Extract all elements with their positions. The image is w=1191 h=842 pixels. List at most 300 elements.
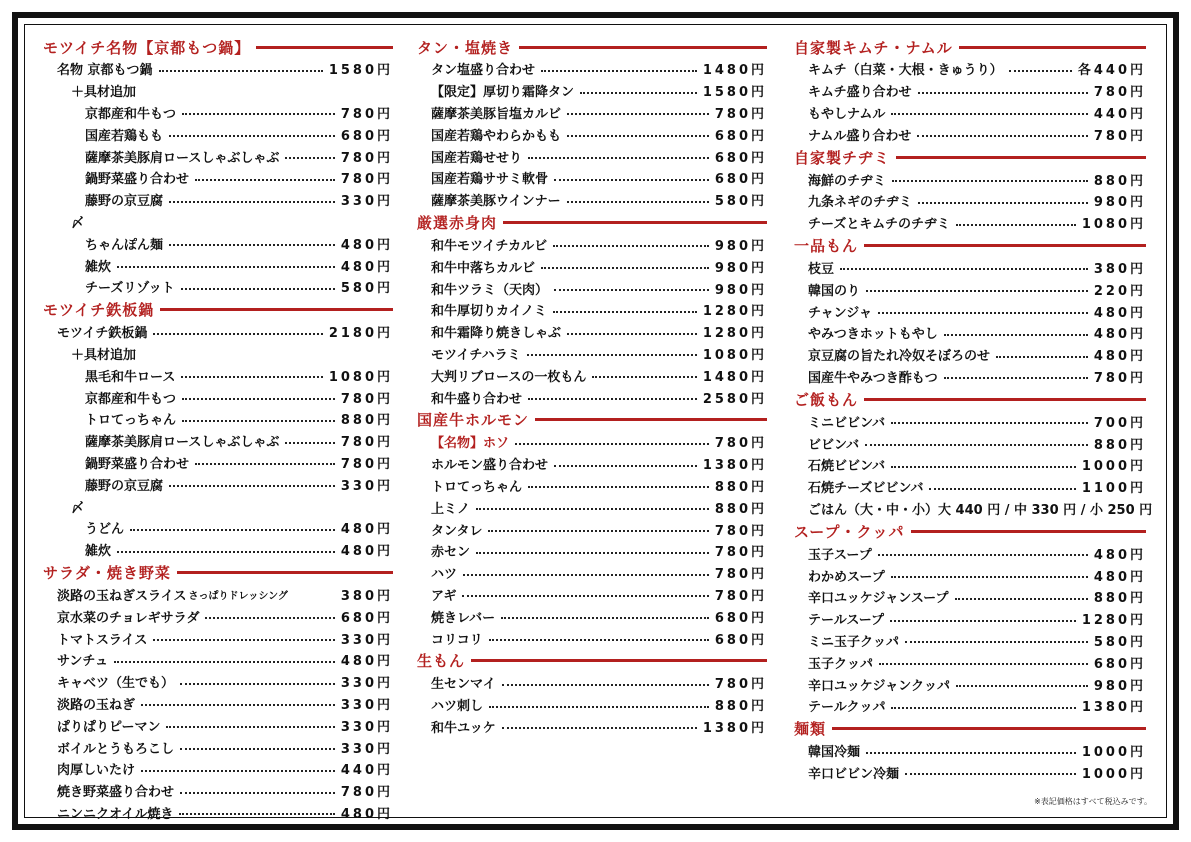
leader-dots [502,684,709,686]
menu-item [417,496,767,518]
menu-item [43,539,393,561]
menu-item-name: チャンジャ [808,305,873,321]
menu-item-price: 780円 [714,436,767,452]
menu-item-price: 780円 [340,106,393,122]
menu-item-price: 680円 [714,128,767,144]
section-header [794,718,1146,740]
menu-item-price: 480円 [1093,305,1146,321]
menu-item-name: ナムル盛り合わせ [808,128,912,144]
section-rule [160,308,393,311]
leader-dots [489,706,709,708]
menu-item [417,123,767,145]
menu-item-price: 780円 [714,523,767,539]
sub-label: ＋具材追加 [71,347,137,363]
menu-item [43,693,393,715]
menu-item-name: 九条ネギのチヂミ [808,195,913,211]
menu-item-name: 赤セン [431,545,471,561]
leader-dots [169,244,335,246]
leader-dots [130,529,335,531]
section-header [794,388,1146,410]
leader-dots [567,201,709,203]
sub-label-row [43,495,393,517]
menu-item [43,58,393,80]
menu-item-price: 480円 [340,259,393,275]
leader-dots [205,617,334,619]
menu-item-price: 780円 [1093,85,1146,101]
menu-item-name: ニンニクオイル焼き [57,806,174,822]
leader-dots [905,641,1088,643]
leader-dots [592,376,696,378]
menu-item-name: 藤野の京豆腐 [85,478,164,494]
menu-item-price: 680円 [340,610,393,626]
menu-item-name: キムチ盛り合わせ [808,85,912,101]
menu-item-name: やみつきホットもやし [808,327,938,343]
menu-item-name: トロてっちゃん [85,413,177,429]
sub-label-row [43,343,393,365]
leader-dots [892,180,1088,182]
leader-dots [180,792,335,794]
menu-item-name: 国産若鶏もも [85,128,164,144]
menu-item [417,540,767,562]
section-header [43,299,393,321]
section-title: 国産牛ホルモン [417,411,530,430]
menu-item [417,277,767,299]
menu-item-price: 680円 [714,632,767,648]
menu-item-price: 330円 [340,697,393,713]
leader-dots [541,70,697,72]
menu-item-name: 国産若鶏やわらかもも [431,128,562,144]
menu-item-price: 780円 [340,435,393,451]
section-rule [177,571,393,574]
menu-item [43,758,393,780]
leader-dots [891,466,1076,468]
menu-item-price: 980円 [714,238,767,254]
menu-item-price: 440円 [340,763,393,779]
section-rule [471,659,767,662]
leader-dots [515,443,709,445]
menu-item-price: 1000円 [1081,745,1146,761]
section-header [417,212,767,234]
menu-item-price: 1280円 [1081,613,1146,629]
menu-item [794,102,1146,124]
menu-item-price: 780円 [714,545,767,561]
menu-item [43,102,393,124]
leader-dots [182,420,335,422]
menu-item-price: 980円 [1093,195,1146,211]
menu-item-price: 780円 [340,172,393,188]
menu-item-name: 石焼ビビンバ [808,459,886,475]
section-title: 自家製チヂミ [794,148,891,167]
menu-item-price: 880円 [714,501,767,517]
section-header [417,650,767,672]
menu-item-name: 国産若鶏ササミ軟骨 [431,172,549,188]
leader-dots [476,508,709,510]
menu-item-price: 各440円 [1077,63,1146,79]
menu-item-price: 780円 [714,106,767,122]
leader-dots [169,485,335,487]
menu-item-price: 880円 [1093,591,1146,607]
section-header [417,36,767,58]
menu-item [43,254,393,276]
leader-dots [489,639,709,641]
menu-item-name: 淡路の玉ねぎスライス [57,588,187,604]
leader-dots [285,442,335,444]
leader-dots [567,333,697,335]
menu-item-name: テールスープ [808,613,885,629]
menu-item-name: キムチ（白菜・大根・きゅうり） [808,63,1003,79]
leader-dots [567,135,709,137]
menu-item [417,562,767,584]
menu-item-price: 980円 [714,260,767,276]
menu-item [43,408,393,430]
menu-item-price: 480円 [1093,569,1146,585]
menu-item-name: 辛口ユッケジャンスープ [808,591,949,607]
menu-item-name: わかめスープ [808,569,885,585]
leader-dots [153,639,335,641]
leader-dots [918,92,1088,94]
leader-dots [141,770,335,772]
leader-dots [891,707,1075,709]
menu-item [794,630,1146,652]
menu-item [43,189,393,211]
menu-item-price: 780円 [340,150,393,166]
menu-item-price: 700円 [1093,415,1146,431]
leader-dots [166,726,334,728]
leader-dots [169,201,335,203]
menu-item [417,167,767,189]
section-header [417,409,767,431]
menu-item-name: 【限定】厚切り霜降タン [431,85,575,101]
menu-item [43,145,393,167]
leader-dots [179,813,335,815]
menu-item-price: 1380円 [1081,700,1146,716]
menu-column-2 [417,35,767,737]
leader-dots [866,752,1076,754]
menu-item-price: 1100円 [1081,481,1146,497]
menu-item [417,605,767,627]
menu-item-name: 石焼チーズビビンバ [808,481,924,497]
menu-item-name: 薩摩茶美豚ウインナー [431,194,561,210]
menu-item-price: 680円 [340,128,393,144]
menu-item-price: 2180円 [328,326,393,342]
leader-dots [182,113,335,115]
leader-dots [181,288,335,290]
menu-item [417,80,767,102]
menu-item-name: 上ミノ [431,501,471,517]
menu-column-1 [43,35,393,823]
menu-item-name: チーズリゾット [85,281,175,297]
menu-item-name: 和牛中落ちカルビ [431,260,536,276]
menu-item-name: 薩摩茶美豚肩ロースしゃぶしゃぶ [85,150,280,166]
menu-item-price: 1380円 [702,458,767,474]
menu-item-name: ハツ [431,567,458,583]
leader-dots [866,290,1088,292]
menu-item [43,276,393,298]
menu-item-price: 880円 [714,699,767,715]
menu-item-price: 1380円 [702,720,767,736]
menu-item [43,802,393,824]
menu-inner-border [24,24,1167,822]
section-title: 一品もん [794,237,859,256]
menu-item [794,454,1146,476]
tax-note: ※表記価格はすべて税込みです。 [1034,797,1152,806]
section-rule [864,244,1146,247]
menu-item [794,432,1146,454]
leader-dots [463,574,709,576]
menu-item-name: モツイチ鉄板鍋 [57,326,148,342]
menu-item-price: 580円 [1093,634,1146,650]
menu-item [417,234,767,256]
menu-item-name: 大判リブロースの一枚もん [431,369,587,385]
menu-item-price: 1580円 [328,63,393,79]
menu-item-price: 1000円 [1081,766,1146,782]
menu-item-price: 480円 [340,654,393,670]
menu-item [794,58,1146,80]
menu-item-price: 580円 [714,194,767,210]
menu-item [794,762,1146,784]
section-title: 麺類 [794,720,827,739]
leader-dots [554,289,709,291]
leader-dots [462,595,708,597]
leader-dots [878,554,1088,556]
menu-item-name: 焼きレバー [431,610,496,626]
menu-item-name: 鍋野菜盛り合わせ [85,172,190,188]
section-rule [503,221,767,224]
menu-item-name: 辛口ユッケジャンクッパ [808,678,950,694]
menu-item-name: 雑炊 [85,259,112,275]
leader-dots [891,113,1088,115]
section-title: 厳選赤身肉 [417,214,498,233]
menu-item-price: 1280円 [702,304,767,320]
menu-item-price: 780円 [1093,128,1146,144]
menu-item [43,123,393,145]
menu-item [43,386,393,408]
menu-item [417,453,767,475]
section-rule [832,727,1146,730]
menu-item [794,476,1146,498]
menu-item-name: 京都産和牛もつ [85,391,177,407]
menu-item-name: うどん [85,522,125,538]
menu-item [417,518,767,540]
menu-item-name: 和牛厚切りカイノミ [431,304,547,320]
menu-item [794,651,1146,673]
menu-item [417,584,767,606]
menu-item-name: 京都産和牛もつ [85,106,177,122]
section-rule [911,530,1146,533]
menu-item-price: 480円 [340,237,393,253]
menu-item-name: 京水菜のチョレギサラダ [57,610,200,626]
menu-item [417,386,767,408]
menu-item-price: 880円 [340,413,393,429]
leader-dots [541,267,709,269]
leader-dots [840,268,1088,270]
menu-item-name: ミニビビンバ [808,415,886,431]
menu-item [417,299,767,321]
menu-item-name: 薩摩茶美豚肩ロースしゃぶしゃぶ [85,435,280,451]
menu-item-price: 880円 [1093,437,1146,453]
leader-dots [944,377,1088,379]
menu-item-price: 480円 [1093,349,1146,365]
leader-dots [114,661,335,663]
leader-dots [180,683,335,685]
menu-item-price: 680円 [714,610,767,626]
menu-item-name: 玉子クッパ [808,656,874,672]
leader-dots [182,398,335,400]
menu-item-name: 和牛盛り合わせ [431,391,523,407]
menu-item-name: ごはん（大・中・小）大 440 円 / 中 330 円 / 小 250 円 [808,502,1153,518]
section-title: タン・塩焼き [417,38,514,57]
menu-item [43,364,393,386]
menu-item-price: 1000円 [1081,459,1146,475]
menu-item [794,366,1146,388]
sub-label-row [43,80,393,102]
menu-item [43,321,393,343]
menu-item [794,498,1153,520]
menu-item-price: 330円 [340,676,393,692]
menu-item-name: ボイルとうもろこし [57,741,175,757]
leader-dots [285,157,335,159]
leader-dots [567,113,709,115]
leader-dots [476,552,709,554]
menu-item-name: チーズとキムチのチヂミ [808,217,950,233]
menu-item-price: 780円 [714,677,767,693]
menu-item [794,542,1146,564]
menu-item [43,671,393,693]
menu-item [794,80,1146,102]
menu-item [794,190,1146,212]
leader-dots [917,135,1088,137]
menu-item-price: 1080円 [702,347,767,363]
menu-item [794,673,1146,695]
sub-label: ＋具材追加 [71,85,137,101]
menu-item-name: サンチュ [57,654,108,670]
menu-item-price: 480円 [340,522,393,538]
menu-item-name: トロてっちゃん [431,479,523,495]
menu-item [43,473,393,495]
leader-dots [554,465,697,467]
sub-label: 〆 [71,500,85,516]
menu-item [794,410,1146,432]
menu-item-name: もやしナムル [808,106,886,122]
menu-item-name: ちゃんぽん麺 [85,237,164,253]
section-title: 自家製キムチ・ナムル [794,38,953,57]
menu-item [417,145,767,167]
menu-item-name: 肉厚しいたけ [57,763,136,779]
leader-dots [944,334,1088,336]
menu-item-name: 【名物】ホソ [431,436,510,452]
menu-item-price: 330円 [340,741,393,757]
menu-item-name: 和牛ユッケ [431,720,496,736]
leader-dots [181,376,322,378]
menu-item-name: トマトスライス [57,632,148,648]
menu-item-price: 680円 [714,172,767,188]
leader-dots [141,704,335,706]
leader-dots [956,685,1088,687]
menu-item [43,232,393,254]
leader-dots [528,398,697,400]
leader-dots [153,333,322,335]
menu-item-name: 和牛ツラミ（天肉） [431,282,549,298]
leader-dots [159,70,323,72]
menu-item-name: 国産若鶏せせり [431,150,523,166]
menu-item-name: 辛口ビビン冷麺 [808,766,900,782]
menu-item-name: 韓国冷麺 [808,745,861,761]
menu-item-price: 680円 [714,150,767,166]
leader-dots [865,444,1088,446]
menu-item-name: 淡路の玉ねぎ [57,697,136,713]
menu-item-name: 藤野の京豆腐 [85,194,164,210]
leader-dots [878,312,1088,314]
menu-item-price: 780円 [1093,370,1146,386]
leader-dots [580,92,697,94]
menu-item [794,212,1146,234]
section-header [794,36,1146,58]
menu-item-price: 480円 [340,544,393,560]
menu-item [794,322,1146,344]
leader-dots [1009,70,1072,72]
menu-item-name: ホルモン盛り合わせ [431,458,549,474]
menu-item-price: 880円 [1093,173,1146,189]
menu-item-name: 雑炊 [85,544,112,560]
section-title: 生もん [417,652,466,671]
section-title: サラダ・焼き野菜 [43,564,171,583]
menu-item [794,278,1146,300]
section-header [794,146,1146,168]
section-rule [896,156,1146,159]
menu-item-name: 黒毛和牛ロース [85,369,176,385]
menu-item-price: 440円 [1093,106,1146,122]
menu-item-price: 780円 [714,567,767,583]
menu-item-name: 海鮮のチヂミ [808,173,887,189]
menu-item [417,431,767,453]
menu-item-price: 330円 [340,719,393,735]
menu-item-name: ミニ玉子クッパ [808,634,900,650]
menu-item-price: 380円 [1093,261,1146,277]
menu-item-name: 京豆腐の旨たれ冷奴そぼろのせ [808,349,991,365]
leader-dots [905,773,1076,775]
menu-item [794,740,1146,762]
section-rule [256,46,393,49]
section-header [794,520,1146,542]
menu-item-price: 680円 [1093,656,1146,672]
leader-dots [879,663,1088,665]
menu-item [417,58,767,80]
menu-item [794,586,1146,608]
menu-item-name: 名物 京都もつ鍋 [57,63,153,79]
menu-item-price: 780円 [340,785,393,801]
menu-item-price: 880円 [714,479,767,495]
menu-item-price: 330円 [340,478,393,494]
menu-item-name: タン塩盛り合わせ [431,63,536,79]
menu-item-name: ビビンバ [808,437,860,453]
menu-item-name: ハツ刺し [431,699,484,715]
leader-dots [891,576,1088,578]
menu-item [794,168,1146,190]
menu-item-name: 鍋野菜盛り合わせ [85,456,190,472]
section-header [43,562,393,584]
leader-dots [890,620,1076,622]
menu-item [794,300,1146,322]
sub-label: 〆 [71,215,85,231]
menu-item-name: 玉子スープ [808,547,872,563]
menu-item-price: 580円 [340,281,393,297]
leader-dots [553,311,697,313]
menu-item [417,255,767,277]
section-rule [519,46,767,49]
menu-item [43,605,393,627]
menu-item [43,167,393,189]
menu-item [794,344,1146,366]
